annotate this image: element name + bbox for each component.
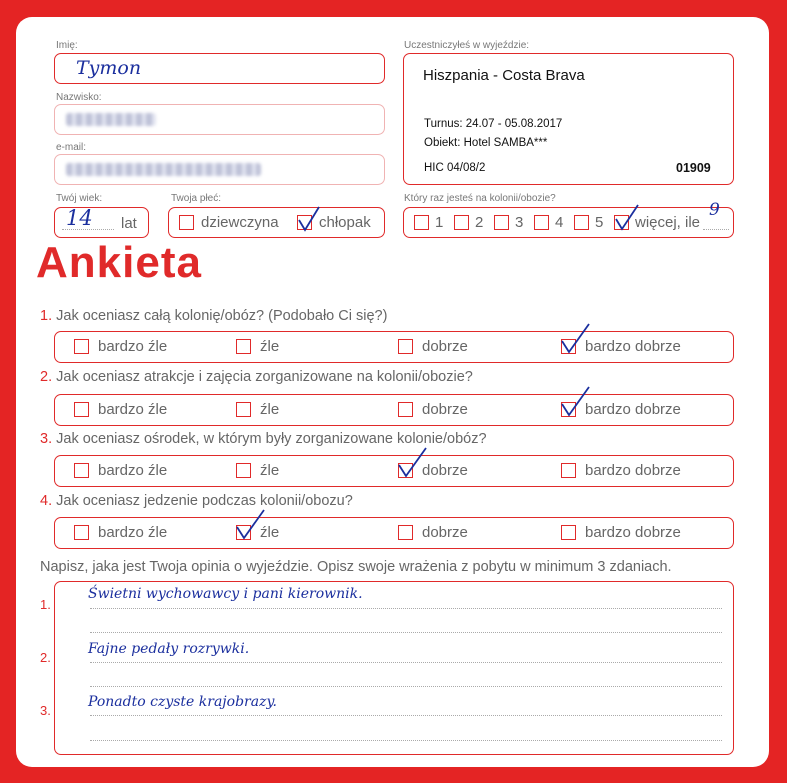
times-option-4: 4 (555, 214, 564, 231)
surname-redaction (66, 113, 156, 126)
trip-code: HIC 04/08/2 (424, 162, 486, 174)
checkmark-icon (557, 321, 591, 355)
question-number: 1. (40, 308, 53, 324)
rating-option-bad: źle (260, 401, 280, 418)
times-option-3: 3 (515, 214, 524, 231)
question-text: Jak oceniasz jedzenie podczas kolonii/obozu? (56, 493, 353, 509)
rating-option-good: dobrze (422, 338, 468, 355)
times-more-value: 9 (709, 200, 720, 220)
question-number: 3. (40, 431, 53, 447)
gender-option-girl: dziewczyna (201, 214, 279, 231)
rating-checkbox-very-good[interactable] (561, 463, 576, 478)
age-value: 14 (66, 206, 93, 230)
rating-checkbox-bad[interactable] (236, 339, 251, 354)
opinion-dotted-line (90, 686, 722, 687)
age-label: Twój wiek: (56, 193, 103, 204)
question-text: Jak oceniasz ośrodek, w którym były zorganizowane kolonie/obóz? (56, 431, 487, 447)
rating-checkbox-very-bad[interactable] (74, 339, 89, 354)
opinion-dotted-line (90, 632, 722, 633)
name-value: Tymon (76, 57, 142, 79)
rating-option-bad: źle (260, 524, 280, 541)
rating-option-very-good: bardzo dobrze (585, 462, 681, 479)
rating-option-good: dobrze (422, 524, 468, 541)
rating-checkbox-bad[interactable] (236, 402, 251, 417)
rating-checkbox-very-bad[interactable] (74, 525, 89, 540)
name-label: Imię: (56, 40, 78, 51)
question-4-text (40, 493, 353, 509)
times-more-dotted-line (703, 229, 729, 230)
opinion-answer-3: Ponadto czyste krajobrazy. (88, 694, 277, 710)
opinion-answer-2: Fajne pedały rozrywki. (88, 641, 250, 657)
rating-option-very-bad: bardzo źle (98, 524, 168, 541)
email-label: e-mail: (56, 142, 87, 153)
times-option-2: 2 (475, 214, 484, 231)
gender-label: Twoja płeć: (171, 193, 222, 204)
gender-option-boy: chłopak (319, 214, 371, 231)
trip-number: 01909 (676, 161, 711, 175)
rating-checkbox-very-bad[interactable] (74, 463, 89, 478)
times-checkbox-4[interactable] (534, 215, 549, 230)
rating-checkbox-very-good[interactable] (561, 525, 576, 540)
opinion-answer-1: Świetni wychowawcy i pani kierownik. (88, 586, 363, 602)
rating-option-very-good: bardzo dobrze (585, 401, 681, 418)
opinion-dotted-line (90, 608, 722, 609)
checkmark-icon (394, 445, 428, 479)
question-number: 4. (40, 493, 53, 509)
times-checkbox-3[interactable] (494, 215, 509, 230)
rating-checkbox-good[interactable] (398, 402, 413, 417)
times-checkbox-2[interactable] (454, 215, 469, 230)
rating-option-very-bad: bardzo źle (98, 462, 168, 479)
surname-label: Nazwisko: (56, 92, 102, 103)
question-2-text (40, 369, 473, 385)
trip-turnus: Turnus: 24.07 - 05.08.2017 (424, 118, 563, 130)
checkmark-icon (557, 384, 591, 418)
rating-option-good: dobrze (422, 462, 468, 479)
question-1-text (40, 308, 387, 324)
times-option-more: więcej, ile (635, 214, 701, 231)
question-text: Jak oceniasz atrakcje i zajęcia zorganizowane na kolonii/obozie? (56, 369, 473, 385)
rating-checkbox-very-bad[interactable] (74, 402, 89, 417)
question-number: 2. (40, 369, 53, 385)
trip-label: Uczestniczyłeś w wyjeździe: (404, 40, 530, 51)
times-checkbox-1[interactable] (414, 215, 429, 230)
rating-option-very-good: bardzo dobrze (585, 338, 681, 355)
times-checkbox-5[interactable] (574, 215, 589, 230)
rating-option-good: dobrze (422, 401, 468, 418)
rating-option-very-bad: bardzo źle (98, 401, 168, 418)
trip-destination: Hiszpania - Costa Brava (423, 67, 585, 84)
page-title: Ankieta (36, 238, 202, 287)
rating-option-very-good: bardzo dobrze (585, 524, 681, 541)
gender-checkbox-girl[interactable] (179, 215, 194, 230)
trip-obiekt: Obiekt: Hotel SAMBA*** (424, 137, 548, 149)
email-redaction (66, 163, 261, 176)
rating-checkbox-bad[interactable] (236, 463, 251, 478)
rating-checkbox-good[interactable] (398, 525, 413, 540)
rating-option-very-bad: bardzo źle (98, 338, 168, 355)
opinion-line-number: 2. (40, 650, 51, 665)
age-unit: lat (121, 215, 137, 232)
times-option-1: 1 (435, 214, 444, 231)
times-label: Który raz jesteś na kolonii/obozie? (404, 193, 556, 204)
rating-option-bad: źle (260, 338, 280, 355)
question-text: Jak oceniasz całą kolonię/obóz? (Podobało Ci się?) (56, 308, 388, 324)
rating-checkbox-good[interactable] (398, 339, 413, 354)
times-option-5: 5 (595, 214, 604, 231)
opinion-dotted-line (90, 715, 722, 716)
checkmark-icon (232, 507, 266, 541)
opinion-line-number: 3. (40, 703, 51, 718)
rating-option-bad: źle (260, 462, 280, 479)
opinion-prompt: Napisz, jaka jest Twoja opinia o wyjeździe. Opisz swoje wrażenia z pobytu w minimum 3 zdaniach. (40, 559, 672, 575)
opinion-dotted-line (90, 662, 722, 663)
opinion-dotted-line (90, 740, 722, 741)
opinion-line-number: 1. (40, 597, 51, 612)
